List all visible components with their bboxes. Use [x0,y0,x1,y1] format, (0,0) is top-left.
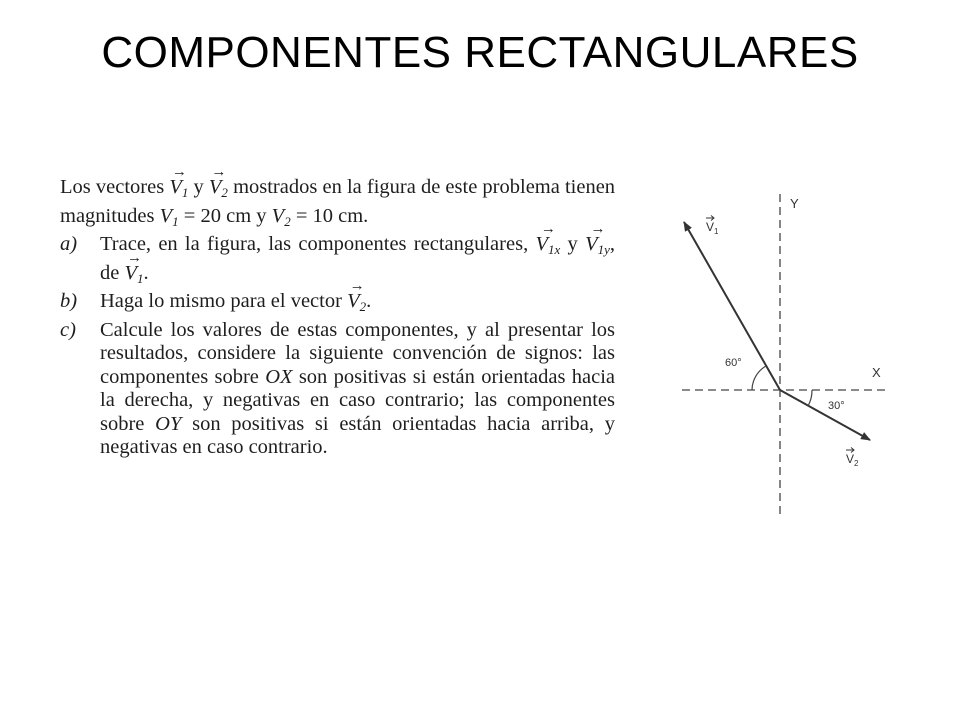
magnitude-v1-symbol: $V_1$ [159,204,179,229]
item-text: . [366,290,372,312]
v2-label: $V_2$ [846,452,859,468]
item-label: a) [60,233,78,255]
vector-v1x-symbol: → $V_{1x}$ [535,233,560,262]
item-label: c) [60,318,76,341]
vector-v1-symbol: → $V_1$ [124,262,143,291]
magnitude-v2-symbol: $V_2$ [271,204,291,229]
vector-figure [668,180,898,520]
problem-statement [60,176,615,460]
item-text: son positivas si están orientadas hacia arriba, y negativas en caso contrario. [100,412,616,458]
angle-arc-60 [752,366,766,390]
angle-arc-30 [808,390,812,406]
axis-ox-symbol: OX [265,365,293,388]
slide-title: COMPONENTES RECTANGULARES [101,28,859,77]
problem-intro [60,176,615,233]
intro-text: mostrados en la figura de este problema tienen magnitudes [60,176,616,227]
intro-text: Los vectores [60,176,165,198]
intro-text: y [193,176,204,198]
y-axis-label: Y [790,196,799,211]
problem-item-b [60,290,615,319]
intro-text: = 10 cm. [295,204,369,227]
item-label: b) [60,290,78,312]
vector-v1y-symbol: → $V_{1y}$ [585,233,610,262]
vector-v2-arrow [780,390,870,440]
problem-item-c [60,319,615,460]
angle-60-label: 60° [725,357,742,369]
vector-diagram [668,180,898,520]
vector-v2-symbol: → $V_2$ [347,290,366,319]
vector-v1-symbol: → $V_1$ [169,176,188,205]
intro-text: = 20 cm y [183,204,267,227]
axis-oy-symbol: OY [155,412,182,435]
item-text: , de [100,233,615,284]
problem-item-a [60,233,615,290]
item-text: Calcule los valores de estas componentes, y al presentar los resultados, considere la siguiente convención de signos: las componentes sobre [100,318,615,388]
item-text: y [567,233,578,255]
x-axis-label: X [872,365,881,380]
item-text: . [143,261,149,284]
item-text: Trace, en la figura, las componentes rectangulares, [100,233,529,255]
v1-label: $V_1$ [706,220,719,236]
vector-v2-symbol: → $V_2$ [209,176,228,205]
angle-30-label: 30° [828,400,845,412]
item-text: Haga lo mismo para el vector [100,290,342,312]
item-text: son positivas si están orientadas hacia la derecha, y negativas en caso contrario; las componentes sobre [100,365,615,435]
